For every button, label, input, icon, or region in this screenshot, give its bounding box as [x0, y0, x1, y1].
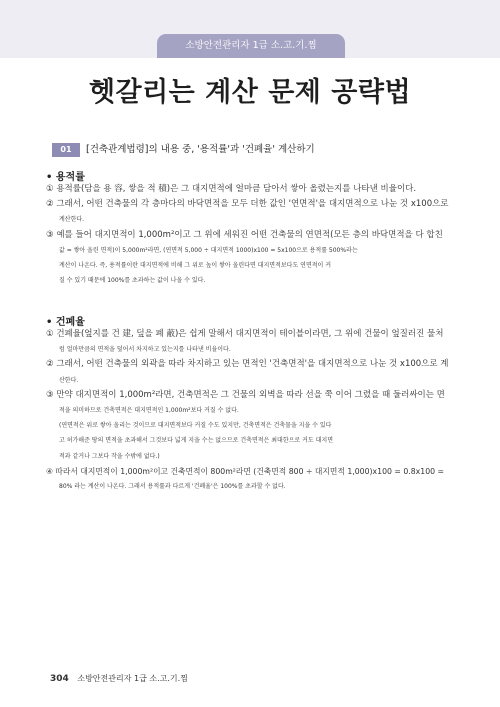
body-line: ② 그래서, 어떤 건축물의 각 층마다의 바닥면적을 모두 더한 값인 '연면적'을 대지면적으로 나눈 것 x100으로	[46, 199, 449, 210]
body-line: 값 = 쌓아 올린 면적)이 5,000m²라면, (연면적 5,000 ÷ 대지면적 1000)x100 = 5x100으로 용적률 500%라는	[59, 246, 358, 254]
floor-area-ratio-body	[46, 182, 449, 288]
header-band	[0, 0, 500, 58]
body-line: ② 그래서, 어떤 건축물의 외곽을 따라 차지하고 있는 면적인 '건축면적'을 대지면적으로 나눈 것 x100으로 계	[46, 359, 449, 370]
building-coverage-title: • 건폐율	[46, 317, 85, 328]
body-line: 계산한다.	[59, 216, 85, 224]
page-number: 304	[50, 674, 69, 684]
body-line: 질 수 있기 때문에 100%를 초과하는 값이 나올 수 있다.	[59, 277, 206, 285]
body-line: 계산이 나온다. 즉, 용적률이란 대지면적에 비해 그 위로 높이 쌓아 올린다면 대지면적보다도 연면적이 커	[59, 262, 332, 270]
body-line: 고 허가해준 땅의 면적을 초과해서 그것보다 넓게 지을 수는 없으므로 건축면적은 최대한으로 커도 대지면	[59, 437, 334, 445]
section-heading-text: [건축관계법령]의 내용 중, '용적률'과 '건폐율' 계산하기	[86, 144, 315, 155]
body-line: ① 건폐율(엎지를 건 建, 덮을 폐 蔽)은 쉽게 말해서 대지면적이 테이블이라면, 그 위에 건물이 엎질러진 물처	[46, 329, 444, 339]
page-footer	[50, 673, 188, 684]
footer-book-title: 소방안전관리자 1급 소.고.기.찜	[77, 674, 188, 683]
body-line: 럼 얼마만큼의 면적을 덮어서 차지하고 있는지를 나타낸 비율이다.	[59, 346, 231, 354]
body-line: 적을 의미하므로 건축면적은 대지면적인 1,000m²보다 커질 수 없다.	[59, 407, 239, 415]
book-title-tab: 소방안전관리자 1급 소.고.기.찜	[157, 34, 345, 58]
floor-area-ratio-title: • 용적률	[46, 172, 85, 183]
body-line: (연면적은 위로 쌓아 올리는 것이므로 대지면적보다 커질 수도 있지만, 건축면적은 건축물을 지을 수 있다	[59, 422, 332, 430]
building-coverage-body	[46, 327, 449, 494]
body-line: 80% 라는 계산이 나온다. 그래서 용적률과 다르게 '건폐율'은 100%를 초과할 수 없다.	[59, 483, 286, 491]
body-line: ① 용적률(담을 용 容, 쌓을 적 積)은 그 대지면적에 얼마큼 담아서 쌓아 올렸는지를 나타낸 비율이다.	[46, 184, 417, 194]
body-line: 산한다.	[59, 376, 79, 384]
page-title: 헷갈리는 계산 문제 공략법	[88, 77, 412, 108]
body-line: 적과 같거나 그보다 작을 수밖에 없다.)	[59, 452, 160, 460]
section-number-badge: 01	[52, 143, 80, 157]
body-line: ③ 예를 들어 대지면적이 1,000m²이고 그 위에 세워진 어떤 건축물의 연면적(모든 층의 바닥면적을 다 합친	[46, 229, 443, 240]
body-line: ③ 만약 대지면적이 1,000m²라면, 건축면적은 그 건물의 외벽을 따라 선을 쭉 이어 그렸을 때 둘러싸이는 면	[46, 389, 445, 400]
body-line: ④ 따라서 대지면적이 1,000m²이고 건축면적이 800m²라면 (건축면적 800 ÷ 대지면적 1,000)x100 = 0.8x100 =	[46, 466, 445, 476]
section-heading	[52, 143, 452, 157]
